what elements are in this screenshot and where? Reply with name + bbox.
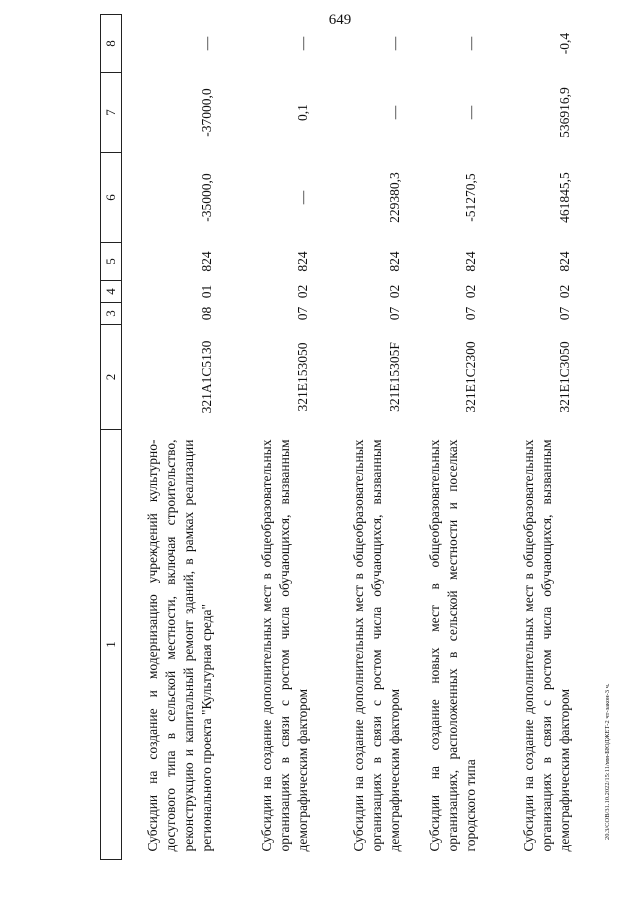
- header-col-4: 4: [101, 281, 122, 303]
- table-header-row: [101, 15, 122, 860]
- header-col-3: 3: [101, 303, 122, 325]
- header-col-8: 8: [101, 15, 122, 73]
- row-name: Субсидии на создание новых мест в общеобразовательных организациях, расположенных в сельской местности и поселках городского типа: [427, 439, 478, 852]
- row-value-6: —: [295, 190, 310, 205]
- header-col-7: 7: [101, 73, 122, 153]
- table-row: [218, 15, 314, 860]
- row-value-8: —: [199, 36, 214, 51]
- row-code: 321E1C2300: [463, 341, 478, 413]
- table-row: [482, 15, 576, 860]
- row-section: 07: [463, 306, 478, 321]
- row-value-8: —: [387, 36, 402, 51]
- row-name: Субсидии на создание и модернизацию учреждений культурно-досугового типа в сельской местности, включая строительство, реконструкцию и капитальный ремонт зданий, в рамках реализации регионального проекта "Культурная среда": [145, 439, 214, 852]
- row-value-8: —: [295, 36, 310, 51]
- table-row: [122, 15, 219, 860]
- row-value-7: —: [387, 105, 402, 120]
- row-expense-type: 824: [295, 251, 310, 272]
- row-value-6: -51270,5: [463, 173, 478, 222]
- row-section: 08: [199, 306, 214, 321]
- table-row: [314, 15, 406, 860]
- footer-stamp: [601, 60, 615, 840]
- row-section: 07: [557, 306, 572, 321]
- row-expense-type: 824: [199, 251, 214, 272]
- budget-table-frame: [100, 32, 572, 860]
- row-name: Субсидии на создание дополнительных мест в общеобразовательных организациях в связи с ростом числа обучающихся, вызванным демографическим фактором: [521, 439, 572, 852]
- header-col-5: 5: [101, 243, 122, 281]
- header-col-6: 6: [101, 153, 122, 243]
- row-expense-type: 824: [557, 251, 572, 272]
- row-value-7: -37000,0: [199, 88, 214, 137]
- row-subsection: 02: [387, 284, 402, 299]
- row-section: 07: [295, 306, 310, 321]
- row-subsection: 02: [557, 284, 572, 299]
- row-code: 321E1C3050: [557, 341, 572, 413]
- row-name: Субсидии на создание дополнительных мест в общеобразовательных организациях в связи с ростом числа обучающихся, вызванным демографическим фактором: [351, 439, 402, 852]
- row-value-6: 229380,3: [387, 172, 402, 223]
- page-number: 649: [328, 12, 352, 28]
- row-value-7: 0,1: [295, 104, 310, 121]
- header-col-2: 2: [101, 325, 122, 430]
- row-expense-type: 824: [463, 251, 478, 272]
- row-subsection: 01: [199, 284, 214, 299]
- row-value-8: —: [463, 36, 478, 51]
- row-code: 321E15305F: [387, 342, 402, 412]
- table-row: [406, 15, 482, 860]
- row-value-6: -35000,0: [199, 173, 214, 222]
- budget-table: [100, 14, 576, 860]
- row-value-6: 461845,5: [557, 172, 572, 223]
- row-expense-type: 824: [387, 251, 402, 272]
- row-code: 321A1C5130: [199, 340, 214, 414]
- row-section: 07: [387, 306, 402, 321]
- footer-stamp-text: 20.3/СОВ/31.10.2022/15:11/мм-БЮДЖЕТ-2 чт-закон-3 ч.: [604, 683, 611, 840]
- header-col-1: 1: [101, 430, 122, 860]
- row-value-8: -0,4: [557, 32, 572, 55]
- row-code: 321E153050: [295, 342, 310, 412]
- row-value-7: —: [463, 105, 478, 120]
- row-subsection: 02: [295, 284, 310, 299]
- row-value-7: 536916,9: [557, 87, 572, 138]
- row-subsection: 02: [463, 284, 478, 299]
- rotated-table-container: [100, 32, 572, 860]
- row-name: Субсидии на создание дополнительных мест в общеобразовательных организациях в связи с ростом числа обучающихся, вызванным демографическим фактором: [259, 439, 310, 852]
